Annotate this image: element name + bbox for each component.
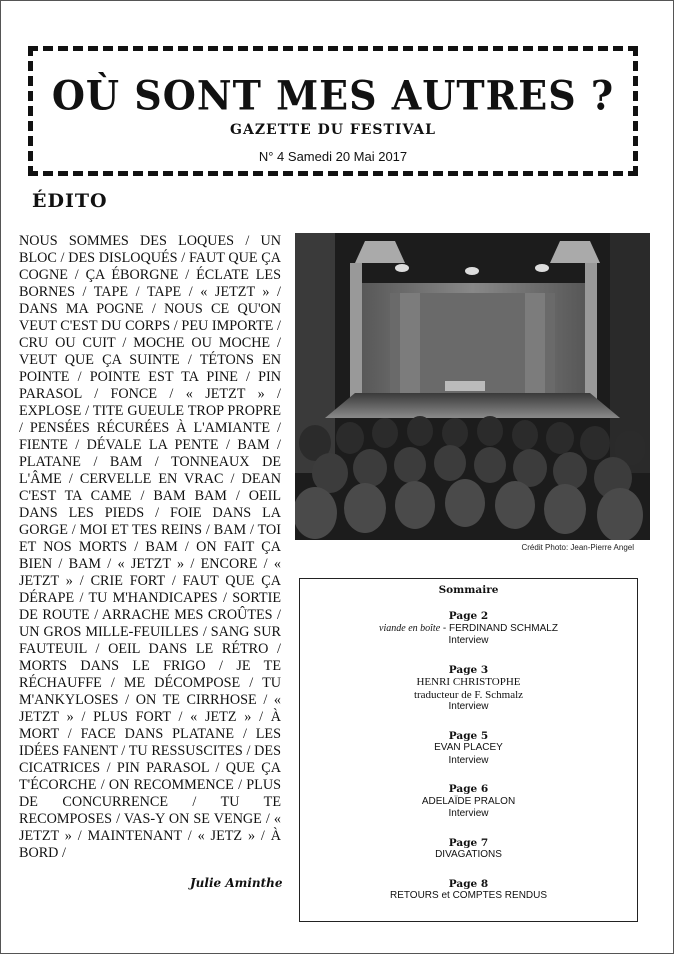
photo-caption: Crédit Photo: Jean-Pierre Angel [521, 543, 634, 552]
entry-line: EVAN PLACEY [434, 742, 503, 753]
entry-page: Page 2 [448, 610, 489, 622]
entry-page: Page 8 [448, 877, 489, 890]
entry-page: Page 6 [448, 783, 489, 795]
entry-line [300, 623, 637, 636]
entry-page: Page 3 [448, 663, 489, 676]
entry-title-italic: viande en boîte [379, 622, 441, 634]
sommaire-entry [300, 730, 637, 768]
sommaire-box [299, 578, 638, 922]
entry-type: Interview [448, 701, 489, 712]
theatre-photo-illustration [295, 233, 650, 540]
sommaire-entry [300, 610, 637, 648]
entry-page: Page 7 [448, 836, 489, 849]
entry-page: Page 5 [448, 729, 489, 742]
edito-text: NOUS SOMMES DES LOQUES / UN BLOC / DES DISLOQUÉS / FAUT QUE ÇA COGNE / ÇA ÉBORGNE / ÉCLATE LES BORNES / TAPE / TAPE / « JETZT » / DANS MA POGNE / NOUS CE QU'ON VEUT C'EST DU CORPS / PEU IMPORTE / CRU OU CUIT / MOCHE OU MOCHE / VEUT QUE ÇA SUINTE / TÉTONS EN POINTE / POINTE EST TA PINE / PIN PARASOL / FONCE / « JETZT » / EXPLOSE / TITE GUEULE TROP PROPRE / PENSÉES RÉCURÉES À L'AMIANTE / FIENTE / DÉVALE LA PENTE / BAM / PLATANE / BAM / TONNEAUX DE L'ÂME / CERVELLE EN VRAC / DEAN C'EST TA CAME / BAM BAM / OEIL DANS LES PIEDS / FOIE DANS LA GORGE / MOI ET TES REINS / BAM / TOI ET NOS MORTS / BAM / ON FAIT ÇA BIEN / BAM / « JETZT » / ENCORE / « JETZT » / CRIE FORT / FAUT QUE ÇA DÉRAPE / TU M'HANDICAPES / SORTIE DE ROUTE / ARRACHE MES CROÛTES / UN GROS MILLE-FEUILLES / SANG SUR FAUTEUIL / OEIL DANS LE RÉTRO / MORTS DANS LE FRIGO / JE TE RÉCHAUFFE / ME DÉCOMPOSE / TU M'ANKYLOSES / ON TE CIRRHOSE / « JETZT » / PLUS FORT / « JETZ » / À MORT / FACE DANS PLATANE / LES IDÉES FANENT / TU RESSUSCITES / DES CICATRICES / PIN PARASOL / QUE ÇA T'ÉCORCHE / ON RECOMMENCE / PLUS DE CONCURRENCE / TU TE RECOMPOSES / VAS-Y ON SE VENGE / « JETZT » / MAINTENANT / « JETZ » / À BORD / [19, 233, 281, 861]
edito-signature: Julie Aminthe [190, 876, 283, 890]
entry-type: Interview [448, 754, 489, 766]
entry-type: Interview [448, 808, 489, 819]
issue-date: N° 4 Samedi 20 Mai 2017 [258, 149, 408, 164]
entry-line: RETOURS et COMPTES RENDUS [389, 890, 548, 901]
sommaire-entry [300, 837, 637, 862]
sommaire-entry [300, 878, 637, 903]
theatre-photo [295, 233, 650, 540]
entry-type: Interview [448, 635, 489, 646]
sommaire-entry [300, 783, 637, 821]
entry-line: ADELAÏDE PRALON [421, 795, 516, 807]
masthead [28, 46, 638, 176]
edito-heading: ÉDITO [32, 190, 108, 212]
sommaire-entry [300, 664, 637, 714]
entry-line: DIVAGATIONS [435, 849, 502, 860]
entry-line: HENRI CHRISTOPHE [416, 676, 521, 688]
sommaire-title: Sommaire [438, 584, 499, 596]
gazette-title: OÙ SONT MES AUTRES ? [51, 71, 615, 120]
gazette-subtitle: GAZETTE DU FESTIVAL [230, 122, 436, 138]
entry-author: - FERDINAND SCHMALZ [440, 622, 558, 634]
entry-line: traducteur de F. Schmalz [413, 688, 524, 701]
